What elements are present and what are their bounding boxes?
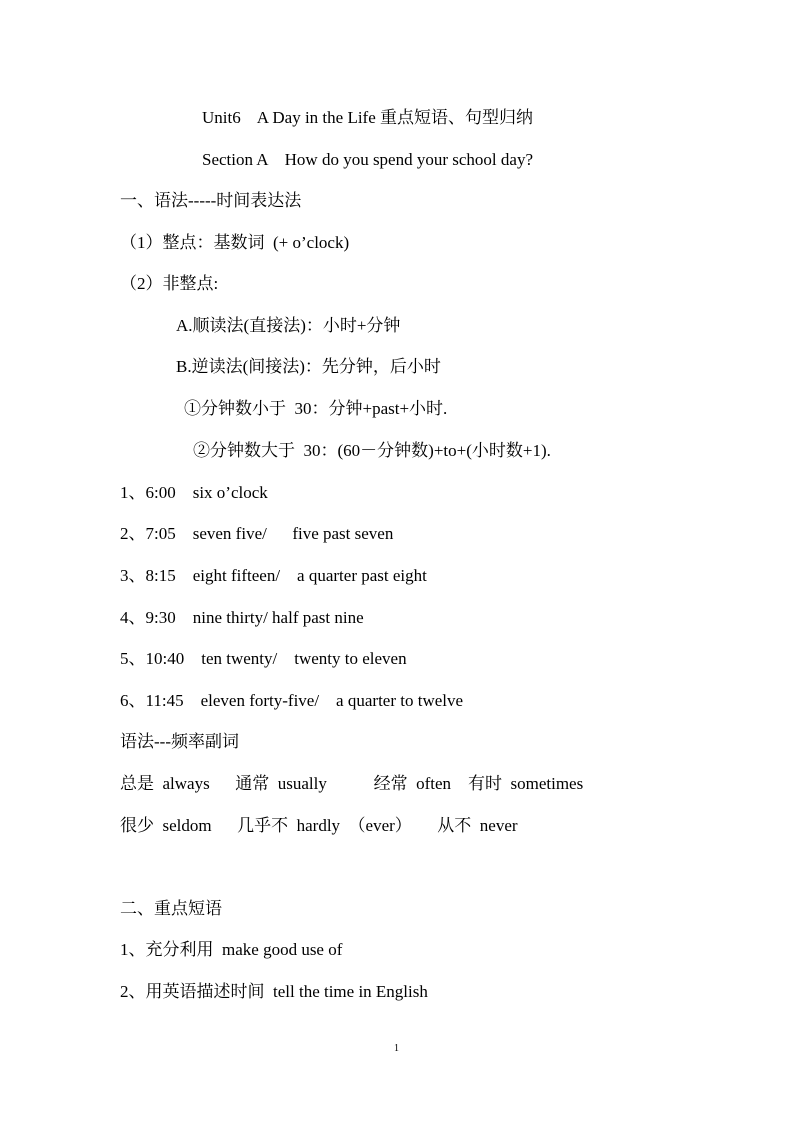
point-1: （1）整点：基数词 (+ o’clock) (120, 233, 350, 252)
method-b: B.逆读法(间接法)：先分钟，后小时 (176, 357, 441, 376)
example-item: 2、7:05 seven five/ five past seven (120, 524, 394, 543)
example-item: 1、6:00 six o’clock (120, 483, 268, 502)
frequency-line-2: 很少 seldom 几乎不 hardly （ever） 从不 never (120, 816, 518, 835)
rule-1: ①分钟数小于 30：分钟+past+小时. (184, 399, 448, 418)
frequency-heading: 语法---频率副词 (120, 732, 239, 751)
example-item: 5、10:40 ten twenty/ twenty to eleven (120, 649, 407, 668)
frequency-line-1: 总是 always 通常 usually 经常 often 有时 sometimes (120, 774, 584, 793)
grammar-heading: 一、语法-----时间表达法 (120, 191, 302, 210)
phrase-item: 2、用英语描述时间 tell the time in English (120, 982, 428, 1001)
example-item: 3、8:15 eight fifteen/ a quarter past eight (120, 566, 427, 585)
page-number: 1 (394, 1043, 399, 1054)
phrase-item: 1、充分利用 make good use of (120, 940, 343, 959)
point-2: （2）非整点: (120, 274, 219, 293)
section-title: Section A How do you spend your school day? (202, 150, 533, 169)
phrases-heading: 二、重点短语 (120, 899, 222, 918)
doc-title: Unit6 A Day in the Life 重点短语、句型归纳 (202, 108, 534, 127)
method-a: A.顺读法(直接法)：小时+分钟 (176, 316, 401, 335)
rule-2: ②分钟数大于 30：(60－分钟数)+to+(小时数+1). (193, 441, 551, 460)
example-item: 4、9:30 nine thirty/ half past nine (120, 608, 364, 627)
example-item: 6、11:45 eleven forty-five/ a quarter to twelve (120, 691, 464, 710)
